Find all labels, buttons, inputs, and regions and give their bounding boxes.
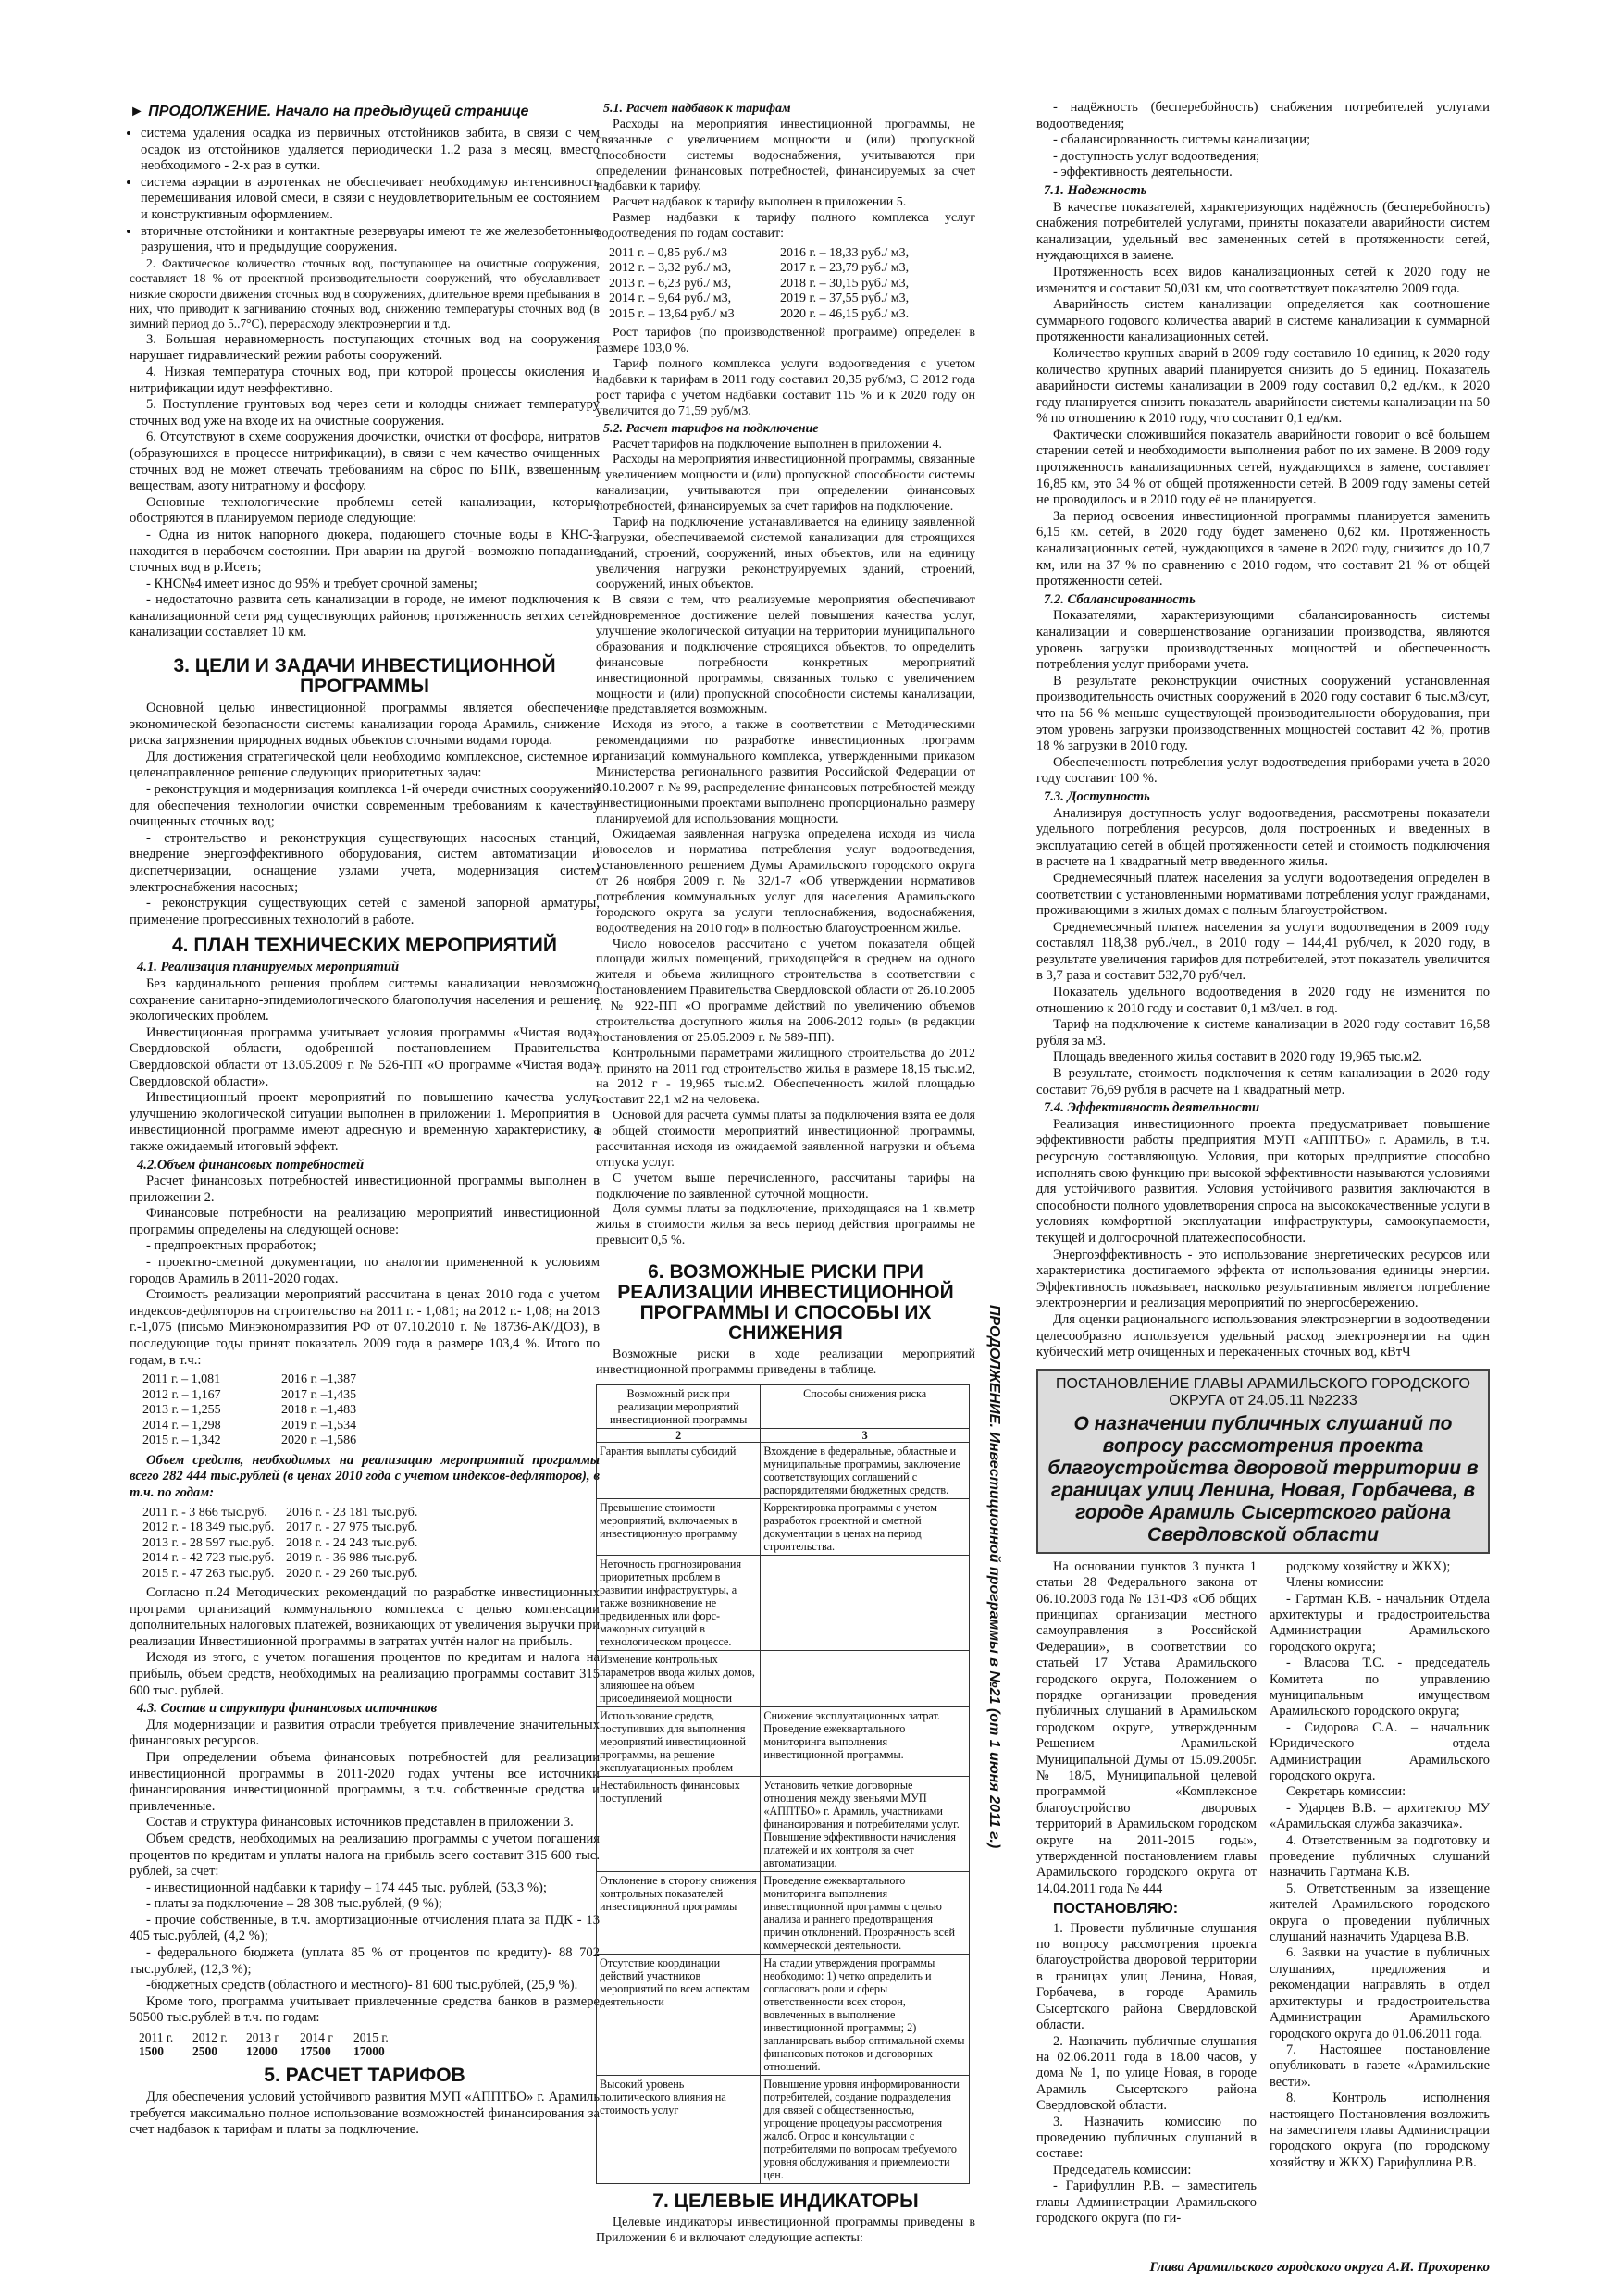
decree-heading: ПОСТАНОВЛЕНИЕ ГЛАВЫ АРАМИЛЬСКОГО ГОРОДСКОГО ОКРУГА от 24.05.11 №2233 <box>1056 1375 1470 1409</box>
table-cell: 2014 г. – 9,64 руб./ м3, <box>609 292 732 306</box>
continuation-header <box>130 104 528 120</box>
paragraph: Для модернизации и развития отрасли требуется привлечение значительных финансовых ресурсов. <box>130 1717 600 1749</box>
paragraph: Расходы на мероприятия инвестиционной программы, связанные с увеличением мощности и (или) пропускной способности системы канализации, учитываются при определении финансовых потребностей, финансируемых за счет тарифов на подключение. <box>596 453 975 514</box>
table-cell: 2014 г. - 42 723 тыс.руб. <box>142 1551 275 1565</box>
bullet-list <box>130 126 600 256</box>
table-cell: Неточность прогнозирования приоритетных проблем в развитии инфраструктуры, а также возникновение не предвиденных или форс-мажорных ситуаций в технологическом процессе. <box>597 1555 761 1650</box>
paragraph: Показатель удельного водоотведения в 2020 году не изменится по отношению к 2010 году и составит 0,1 м3/чел. в год. <box>1036 985 1490 1016</box>
paragraph: 4. Низкая температура сточных вод, при которой процессы окисления и нитрификации идут неэффективно. <box>130 364 600 396</box>
paragraph: Доля суммы платы за подключение, приходящаяся на 1 кв.метр жилья в стоимости жилья за весь период действия программы не превысит 0,5 %. <box>596 1202 975 1248</box>
table-cell: 2016 г. - 23 181 тыс.руб. <box>286 1505 418 1520</box>
paragraph: 7. Настоящее постановление опубликовать в газете «Арамильские вести». <box>1270 2042 1490 2090</box>
paragraph: Для оценки рационального использования электроэнергии в водоотведении целесообразно используется удельный расход электроэнергии на один кубический метр очищенных и перекаченных сточных вод, кВтЧ <box>1036 1311 1490 1360</box>
paragraph: - Гартман К.В. - начальник Отдела архитектуры и градостроительства Администрации Арамильского городского округа; <box>1270 1591 1490 1655</box>
paragraph: 3. Назначить комиссию по проведению публичных слушаний в составе: <box>1036 2114 1257 2162</box>
paragraph: Члены комиссии: <box>1286 1575 1385 1591</box>
paragraph: Рост тарифов (по производственной программе) определен в размере 103,0 %. <box>596 326 975 356</box>
table-row <box>597 1706 970 1776</box>
paragraph: Расходы на мероприятия инвестиционной программы, не связанные с увеличением мощности и (или) пропускной способности системы водоснабжения, учитываются при определении финансовых потребностей, финансируемых за счет надбавки к тарифу. <box>596 117 975 194</box>
paragraph: Тариф на подключение к системе канализации в 2020 году составит 16,58 рубля за м3. <box>1036 1017 1490 1049</box>
table-cell: 2011 г. - 3 866 тыс.руб. <box>142 1505 267 1520</box>
paragraph: Тариф на подключение устанавливается на единицу заявленной нагрузки, обеспечиваемой системой канализации для строящихся зданий, строений, сооружений, иных объектов, или на единицу увеличения нагрузки реконструируемых зданий, строений, сооружений, иных объектов. <box>596 515 975 592</box>
paragraph: - эффективность деятельности. <box>1053 165 1233 180</box>
table-cell: 2013 г. – 1,255 <box>142 1403 221 1418</box>
paragraph: Расчет финансовых потребностей инвестиционной программы выполнен в приложении 2. <box>130 1173 600 1205</box>
subsection-heading: 7.3. Доступность <box>1044 788 1150 804</box>
paragraph: Основой для расчета суммы платы за подключения взята ее доля в общей стоимости мероприятий инвестиционной программы, рассчитанная исходя из ожидаемой заявленной нагрузки и объема отпуска услуг. <box>596 1109 975 1170</box>
paragraph: Председатель комиссии: <box>1053 2162 1192 2178</box>
table-cell: 12000 <box>246 2044 278 2059</box>
section-heading: 6. ВОЗМОЖНЫЕ РИСКИ ПРИ РЕАЛИЗАЦИИ ИНВЕСТИЦИОННОЙ ПРОГРАММЫ И СПОСОБЫ ИХ СНИЖЕНИЯ <box>617 1261 954 1344</box>
table-cell: 17500 <box>300 2044 331 2059</box>
table-cell: 2015 г. - 47 263 тыс.руб. <box>142 1566 275 1581</box>
table-row <box>597 2075 970 2183</box>
paragraph: Исходя из этого, а также в соответствии с Методическими рекомендациями по разработке инвестиционных программ организаций коммунального комплекса, утвержденными приказом Министерства регионального развития Российской Федерации от 10.10.2007 г. № 99, распределение финансовых потребностей между инвестиционными проектами выполнено пропорционально размеру планируемой для использования мощности. <box>596 718 975 826</box>
paragraph: Расчет тарифов на подключение выполнен в приложении 4. <box>613 437 942 452</box>
paragraph: - Сидорова С.А. – начальник Юридического отдела Администрации Арамильского городского округа. <box>1270 1719 1490 1783</box>
decree-signature: Глава Арамильского городского округа А.И. Прохоренко <box>1149 2260 1490 2275</box>
paragraph: - платы за подключение – 28 308 тыс.рублей, (9 %); <box>146 1896 442 1912</box>
table-number-row <box>597 1428 970 1442</box>
paragraph: Объем средств, необходимых на реализацию программы с учетом погашения процентов по кредитам и уплаты налога на прибыль всего составит 315 600 тыс. рублей, за счет: <box>130 1831 600 1880</box>
paragraph: В связи с тем, что реализуемые мероприятия обеспечивают одновременное достижение целей повышения качества услуг, улучшение экологической ситуации на территории муниципального образования и подключение строящихся объектов, то определить финансовые потребности конкретных мероприятий инвестиционной программы, связанных только с увеличением мощности и (или) пропускной способности системы канализации, не представляется возможным. <box>596 593 975 717</box>
paragraph: Тариф полного комплекса услуги водоотведения с учетом надбавки к тарифам в 2011 году составил 20,35 руб/м3, С 2012 года рост тарифа с учетом надбавки составит 115 % и к 2020 году он увеличится до 71,59 руб/м3. <box>596 357 975 418</box>
subsection-heading: 5.2. Расчет тарифов на подключение <box>603 421 819 436</box>
decree-body <box>1036 1559 1490 2228</box>
paragraph: Показателями, характеризующими сбалансированность системы канализации и совершенствование организации производства, являются уровень загрузки производственных мощностей и обеспеченность потребления услуг приборами учета. <box>1036 608 1490 673</box>
list-item: • вторичные отстойники и контактные резервуары имеют те же железобетонные разрушения, что и предыдущие сооружения. <box>141 224 600 256</box>
arrow-right-icon: ► <box>130 104 144 119</box>
paragraph: 5. Ответственным за извещение жителей Арамильского городского округа о проведении публичных слушаний назначить Ударцева В.В. <box>1270 1880 1490 1945</box>
list-item: • система удаления осадка из первичных отстойников забита, в связи с чем осадок из отстойников удаляется периодически 1..2 раза в месяц, вместо необходимого - 2-х раз в сутки. <box>141 126 600 175</box>
paragraph: В результате, стоимость подключения к сетям канализации в 2020 году составит 76,69 рубля в расчете на 1 квадратный метр. <box>1036 1066 1490 1098</box>
table-cell: 2017 г. – 23,79 руб./ м3, <box>780 261 910 276</box>
paragraph: Финансовые потребности на реализацию мероприятий инвестиционной программы определены на следующей основе: <box>130 1206 600 1237</box>
subsection-heading: 4.2.Объем финансовых потребностей <box>137 1157 365 1173</box>
paragraph: 5. Поступление грунтовых вод через сети и колодцы снижает температуру сточных вод уже на входе их на очистные сооружения. <box>130 397 600 428</box>
table-cell: Снижение эксплуатационных затрат. Проведение ежеквартального мониторинга выполнения инвестиционной программы. <box>761 1706 970 1776</box>
paragraph: - прочие собственные, в т.ч. амортизационные отчисления плата за ПДК - 13 405 тыс.рублей, (4,2 %); <box>130 1912 600 1944</box>
column-header: Возможный риск при реализации мероприятий инвестиционной программы <box>597 1384 761 1428</box>
table-cell: Высокий уровень политического влияния на стоимость услуг <box>597 2075 761 2183</box>
paragraph: - надёжность (бесперебойность) снабжения потребителей услугами водоотведения; <box>1036 100 1490 131</box>
table-cell: 2019 г. –1,534 <box>281 1418 357 1433</box>
table-cell: Отклонение в сторону снижения контрольных показателей инвестиционной программы <box>597 1871 761 1954</box>
paragraph: Основной целью инвестиционной программы является обеспечение экономической безопасности системы канализации города Арамиль, снижение риска загрязнения природных водных объектов сточными водами города. <box>130 701 600 749</box>
table-cell: Гарантия выплаты субсидий <box>597 1442 761 1498</box>
index-table <box>142 1372 411 1449</box>
table-cell: 2012 г. – 1,167 <box>142 1387 221 1402</box>
paragraph: Инвестиционный проект мероприятий по повышению качества услуг, улучшению экологической ситуации выполнен в приложении 1. Мероприятия в инвестиционной программе имеют адресную и временную характеристику, а также ожидаемый итоговый эффект. <box>130 1090 600 1154</box>
table-cell: 2015 г. – 1,342 <box>142 1433 221 1448</box>
paragraph: - реконструкция существующих сетей с заменой запорной арматуры, применение прогрессивных технологий в работе. <box>130 896 600 927</box>
table-row <box>597 1442 970 1498</box>
paragraph: Контрольными параметрами жилищного строительства до 2012 г. принято на 2011 год строительство жилья в размере 18,15 тыс.м2, на 2012 г - 19,965 тыс.м2. Обеспеченность жилой площадью составит 22,1 м2 на человека. <box>596 1046 975 1108</box>
paragraph: В качестве показателей, характеризующих надёжность (бесперебойность) снабжения потребителей услугами, приняты показатели аварийности систем канализации, удельный вес замененных сетей в протяженности сетей, нуждающихся в замене. <box>1036 199 1490 264</box>
list-item: • система аэрации в аэротенках не обеспечивает необходимую интенсивность перемешивания иловой смеси, в связи с неудовлетворительным ее состоянием и конструктивным оформлением. <box>141 175 600 224</box>
column-3 <box>1036 100 1490 2227</box>
table-header-row <box>597 1384 970 1428</box>
paragraph: 2. Назначить публичные слушания на 02.06.2011 года в 18.00 часов, у дома № 1, по улице Новая, в городе Арамиль Сысертского района Свердловской области. <box>1036 2033 1257 2114</box>
paragraph: - сбалансированность системы канализации; <box>1053 132 1311 148</box>
paragraph: - Гарифуллин Р.В. – заместитель главы Администрации Арамильского городского округа (по ги- <box>1036 2178 1257 2226</box>
table-cell: Корректировка программы с учетом разработок проектной и сметной документации в ценах на период строительства. <box>761 1498 970 1555</box>
column-2 <box>596 100 975 2247</box>
table-cell: 2019 г. - 36 986 тыс.руб. <box>286 1551 418 1565</box>
paragraph: Целевые индикаторы инвестиционной программы приведены в Приложении 6 и включают следующие аспекты: <box>596 2215 975 2245</box>
paragraph: Протяженность всех видов канализационных сетей к 2020 году не изменится и составит 50,031 км, что соответствует показателю 2009 года. <box>1036 264 1490 296</box>
table-row <box>597 1871 970 1954</box>
table-row <box>597 1954 970 2075</box>
decree-title: О назначении публичных слушаний по вопросу рассмотрения проекта благоустройства дворовой территории в границах улиц Ленина, Новая, Горбачева, в городе Арамиль Сысертского района Свердловской области <box>1047 1412 1479 1545</box>
paragraph: Аварийность систем канализации определяется как соотношение суммарного годового количества аварий в системе канализации к суммарной протяженности канализационных сетей. <box>1036 297 1490 345</box>
table-cell: 2017 г. - 27 975 тыс.руб. <box>286 1520 418 1534</box>
paragraph: Энергоэффективность - это использование энергетических ресурсов или характеристика достигаемого эффекта от использования единицы энергии. Эффективность показывает, насколько результативным является потребление электроэнергии и реализация мероприятий по энергосбережению. <box>1036 1247 1490 1311</box>
table-cell: 2018 г. – 30,15 руб./ м3, <box>780 276 910 291</box>
paragraph: Секретарь комиссии: <box>1286 1784 1406 1800</box>
paragraph: - Ударцев В.В. – архитектор МУ «Арамильская служба заказчика». <box>1270 1800 1490 1832</box>
paragraph: Для обеспечения условий устойчивого развития МУП «АППТБО» г. Арамиль требуется максимально полное использование возможностей финансирования за счет надбавок к тарифам и платы за подключение. <box>130 2090 600 2138</box>
paragraph: - строительство и реконструкция существующих насосных станций, внедрение энергоэффективного оборудования, систем автоматизации и диспетчеризации, оснащение узлами учета, модернизация систем электроснабжения насосных; <box>130 830 600 895</box>
paragraph: Размер надбавки к тарифу полного комплекса услуг водоотведения по годам составит: <box>596 211 975 241</box>
table-cell: 2019 г. – 37,55 руб./ м3, <box>780 292 910 306</box>
table-cell: 2015 г. – 13,64 руб./ м3 <box>609 306 735 321</box>
table-cell: 2020 г. - 29 260 тыс.руб. <box>286 1566 418 1581</box>
table-cell: 2013 г <box>246 2030 279 2045</box>
table-cell: 2017 г. –1,435 <box>281 1387 357 1402</box>
section-heading: 7. ЦЕЛЕВЫЕ ИНДИКАТОРЫ <box>652 2190 919 2212</box>
table-cell: 2018 г. –1,483 <box>281 1403 357 1418</box>
paragraph: Возможные риски в ходе реализации мероприятий инвестиционной программы приведены в таблице. <box>596 1347 975 1377</box>
table-cell: 2013 г. - 28 597 тыс.руб. <box>142 1535 275 1550</box>
subsection-heading: 4.3. Состав и структура финансовых источников <box>137 1701 438 1717</box>
paragraph: Объем средств, необходимых на реализацию мероприятий программы всего 282 444 тыс.рублей (в ценах 2010 года с учетом индексов-дефляторов), в т.ч. по годам: <box>130 1452 600 1500</box>
subsection-heading: 7.2. Сбалансированность <box>1044 591 1196 607</box>
paragraph: Согласно п.24 Методических рекомендаций по разработке инвестиционных программ организаций коммунального комплекса с целью компенсации дополнительных налоговых платежей, возникающих от увеличения выручки при реализации Инвестиционной программы в затратах учтён налог на прибыль. <box>130 1585 600 1649</box>
paragraph: - инвестиционной надбавки к тарифу – 174 445 тыс. рублей, (53,3 %); <box>146 1880 547 1895</box>
table-cell: 2012 г. <box>192 2030 228 2045</box>
table-cell: 2011 г. – 0,85 руб./ м3 <box>609 245 728 260</box>
surcharge-table <box>609 246 942 323</box>
table-cell: Проведение ежеквартального мониторинга выполнения инвестиционной программы с целью анализа и раннего предотвращения причин отклонений. Прозрачность всей коммерческой деятельности. <box>761 1871 970 1954</box>
table-cell: 2014 г. – 1,298 <box>142 1418 221 1433</box>
paragraph: Среднемесячный платеж населения за услуги водоотведения определен в соответствии с установленными нормативами потребления услуг гражданами, проживающими в жилых домах с полным благоустройством. <box>1036 870 1490 919</box>
table-cell: 17000 <box>353 2044 385 2059</box>
paragraph: На основании пунктов 3 пункта 1 статьи 28 Федерального закона от 06.10.2003 года № 131-ФЗ «Об общих принципах организации местного самоуправления в Российской Федерации», в соответствии со статьей 17 Устава Арамильского городского округа, Положением о порядке организации проведения публичных слушаний в Арамильском городском округе, утвержденным Решением Арамильской Муниципальной Думы от 15.09.2005г. № 18/5, Муниципальной целевой программой «Комплексное благоустройство дворовых территорий в Арамильском городском округе на 2011-2015 годы», утвержденной постановлением главы Арамильского городского округа от 14.04.2011 года № 444 <box>1036 1558 1257 1896</box>
paragraph: 8. Контроль исполнения настоящего Постановления возложить на заместителя главы Администрации городского округа (по городскому хозяйству и ЖКХ) Гарифуллина Р.В. <box>1270 2091 1490 2170</box>
paragraph: Площадь введенного жилья составит в 2020 году 19,965 тыс.м2. <box>1053 1049 1423 1065</box>
paragraph: - доступность услуг водоотведения; <box>1053 148 1260 164</box>
paragraph: Ожидаемая заявленная нагрузка определена исходя из числа новоселов и норматива потребления услуг водоотведения, установленного решением Думы Арамильского городского округа от 26 ноября 2009 г. № 32/1-7 «Об утверждении нормативов потребления коммунальных услуг для населения Арамильского городского округа за услуги теплоснабжения, водоснабжения, водоотведения на 2010 год» в полностью благоустроенном жилье. <box>596 827 975 936</box>
table-cell: 2012 г. - 18 349 тыс.руб. <box>142 1520 275 1534</box>
paragraph: Состав и структура финансовых источников представлен в приложении 3. <box>146 1815 574 1831</box>
paragraph: -бюджетных средств (областного и местного)- 81 600 тыс.рублей, (25,9 %). <box>146 1978 578 1993</box>
bank-table <box>139 2030 600 2058</box>
table-cell: 1500 <box>139 2044 164 2059</box>
subsection-heading: 4.1. Реализация планируемых мероприятий <box>137 960 400 975</box>
paragraph: 4. Ответственным за подготовку и проведение публичных слушаний назначить Гартмана К.В. <box>1270 1832 1490 1880</box>
paragraph: Без кардинального решения проблем системы канализации невозможно сохранение санитарно-эпидемиологического благополучия населения и решение экологических проблем. <box>130 975 600 1024</box>
paragraph: 3. Большая неравномерность поступающих сточных вод на сооружения нарушает гидравлический режим работы сооружений. <box>130 331 600 364</box>
paragraph: родскому хозяйству и ЖКХ); <box>1286 1558 1451 1574</box>
table-cell <box>761 1555 970 1650</box>
paragraph: Основные технологические проблемы сетей канализации, которые обостряются в планируемом периоде следующие: <box>130 494 600 527</box>
table-cell: 2013 г. – 6,23 руб./ м3, <box>609 276 732 291</box>
table-cell: Нестабильность финансовых поступлений <box>597 1776 761 1871</box>
paragraph: Количество крупных аварий в 2009 году составило 10 единиц, к 2020 году количество крупных аварий планируется снизить до 5 единиц. Показатель аварийности системы канализации в 2009 году составил 0,2 ед./км., к 2020 году планируется снизить показатель аварийности системы канализации на 50 % по отношению к 2010 году, что составит 0,1 ед/км. <box>1036 345 1490 427</box>
table-cell: 2020 г. – 46,15 руб./ м3. <box>780 306 910 321</box>
paragraph: - КНС№4 имеет износ до 95% и требует срочной замены; <box>146 576 477 591</box>
table-cell <box>761 1650 970 1706</box>
decree-left-column <box>1036 1559 1257 2228</box>
paragraph: Для достижения стратегической цели необходимо комплексное, системное и целенаправленное решение следующих приоритетных задач: <box>130 749 600 781</box>
paragraph: Исходя из этого, с учетом погашения процентов по кредитам и налога на прибыль, объем средств, необходимых на реализацию программы составит 315 600 тыс. рублей. <box>130 1650 600 1698</box>
table-row <box>597 1776 970 1871</box>
money-table <box>142 1506 420 1582</box>
section-heading: 4. ПЛАН ТЕХНИЧЕСКИХ МЕРОПРИЯТИЙ <box>172 935 557 957</box>
section-heading: 5. РАСЧЕТ ТАРИФОВ <box>264 2065 465 2087</box>
table-cell: 2018 г. - 24 243 тыс.руб. <box>286 1535 418 1550</box>
vertical-continuation-note <box>984 1305 1002 2249</box>
paragraph: - проектно-сметной документации, по аналогии примененной к условиям городов Арамиль в 2011-2020 годах. <box>130 1255 600 1286</box>
paragraph: С учетом выше перечисленного, рассчитаны тарифы на подключение по заявленной суточной мощности. <box>596 1171 975 1201</box>
table-cell: 2011 г. – 1,081 <box>142 1372 221 1387</box>
table-row <box>597 1650 970 1706</box>
table-cell: 2011 г. <box>139 2030 174 2045</box>
paragraph: 6. Отсутствуют в схеме сооружения доочистки, очистки от фосфора, нитратов (образующихся в процессе нитрификации), в связи с чем качество очищенных сточных вод не может отвечать требованиям на сброс по БПК, взвешенным веществам, азоту нитратному и фосфору. <box>130 429 600 494</box>
paragraph: Кроме того, программа учитывает привлеченные средства банков в размере 50500 тыс.рублей в т.ч. по годам: <box>130 1993 600 2026</box>
paragraph: 2. Фактическое количество сточных вод, поступающее на очистные сооружения, составляет 18 % от проектной производительности сооружений, что обуславливает низкие скорости движения сточных вод в сооружениях, длительное время пребывания в них, что приводит к загниванию сточных вод, снижению температуры сточных вод (в зимний период до 5..7°С), перерасходу электроэнергии и т.д. <box>130 255 600 331</box>
paragraph: Стоимость реализации мероприятий рассчитана в ценах 2010 года с учетом индексов-дефляторов на строительство на 2011 г. - 1,081; на 2012 г.- 1,08; на 2013 г.-1,075 (письмо Минэкономразвития РФ от 07.10.2010 г. № 18736-АК/ДОЗ), в последующие годы принят показатель 2009 года в размере 103,4 %. Итого по годам, в т.ч.: <box>130 1287 600 1368</box>
paragraph: - Власова Т.С. - председатель Комитета по управлению муниципальным имуществом Арамильского городского округа; <box>1270 1656 1490 1719</box>
paragraph: Среднемесячный платеж населения за услуги водоотведения в 2009 году составлял 118,38 руб./чел., в 2010 году – 144,41 руб/чел, к 2020 году, в результате увеличения тарифов для потребителей, этот показатель увеличится в 3,7 раза и составит 532,70 руб/чел. <box>1036 919 1490 984</box>
table-cell: Установить четкие договорные отношения между звеньями МУП «АППТБО» г. Арамиль, участниками финансирования и потребителями услуг. Повышение эффективности начисления платежей и их контроля за счет автоматизации. <box>761 1776 970 1871</box>
table-row <box>597 1555 970 1650</box>
decree-resolve-heading: ПОСТАНОВЛЯЮ: <box>1053 1901 1179 1917</box>
paragraph: В результате реконструкции очистных сооружений установленная производительность очистных сооружений в 2020 году составит 6 тыс.м3/сут, что на 56 % меньше существующей производительности оборудования, при этом уровень загрузки производственных мощностей составит 42 %, против 18 % загрузки в 2010 году. <box>1036 673 1490 754</box>
table-cell: 2020 г. –1,586 <box>281 1433 357 1448</box>
subsection-heading: 5.1. Расчет надбавок к тарифам <box>603 102 791 116</box>
table-cell: Повышение уровня информированности потребителей, создание подразделения для связей с общественностью, упрощение процедуры рассмотрения жалоб. Опрос и консультации с потребителями по вопросам требуемого уровня обслуживания и приемлемости цен. <box>761 2075 970 2183</box>
table-cell: 3 <box>761 1428 970 1442</box>
paragraph: Расчет надбавок к тарифу выполнен в приложении 5. <box>613 195 907 210</box>
table-row <box>597 1498 970 1555</box>
paragraph: - недостаточно развита сеть канализации в городе, не имеют подключения к канализационной сети ряд существующих районов; протяженность ветхих сетей канализации составляет 10 км. <box>130 592 600 640</box>
subsection-heading: 7.1. Надежность <box>1044 182 1147 198</box>
paragraph: За период освоения инвестиционной программы планируется заменить 6,15 км. сетей, в 2020 году будет заменено 0,62 км. Протяженность канализационных сетей, нуждающихся в замене в 2020 году, снизится до 10,7 км, или на 37 % по сравнению с 2010 годом, что составит 21 % от общей протяженности сетей. <box>1036 508 1490 590</box>
continuation-label: ПРОДОЛЖЕНИЕ. Начало на предыдущей странице <box>148 104 529 119</box>
paragraph: Фактически сложившийся показатель аварийности говорит о всё большем старении сетей и необходимости выполнения работ по их замене. В 2009 году протяженность канализационных сетей, нуждающихся в замене, составляет 16,85 км, это 34 % от общей протяженности сетей. В 2009 году замены сетей не проводилось и в 2010 году её не планируется. <box>1036 427 1490 508</box>
paragraph: - предпроектных проработок; <box>146 1238 316 1254</box>
paragraph: При определении объема финансовых потребностей для реализации инвестиционной программы в 2011-2020 годах учтены все источники финансирования инвестиционной программы, в т.ч. собственные средства и привлеченные. <box>130 1749 600 1814</box>
table-cell: 2012 г. – 3,32 руб./ м3, <box>609 261 732 276</box>
paragraph: Обеспеченность потребления услуг водоотведения приборами учета в 2020 году составит 100 %. <box>1036 754 1490 787</box>
decree-right-column <box>1270 1559 1490 2228</box>
paragraph: 1. Провести публичные слушания по вопросу рассмотрения проекта благоустройства дворовой территории в границах улиц Ленина, Новая, Горбачева, в городе Арамиль Сысертского района Свердловской области. <box>1036 1920 1257 2033</box>
table-cell: 2016 г. –1,387 <box>281 1372 357 1387</box>
paragraph: Анализируя доступность услуг водоотведения, рассмотрены показатели удельного потребления ресурсов, доля построенных и введенных в эксплуатацию сетей в общей протяженности сетей и стоимость подключения в расчете на 1 квадратный метр введенного жилья. <box>1036 805 1490 870</box>
table-cell: Изменение контрольных параметров ввода жилых домов, влияющее на объем присоединяемой мощности <box>597 1650 761 1706</box>
table-cell: Вхождение в федеральные, областные и муниципальные программы, заключение соответствующих соглашений с распорядителями бюджетных средств. <box>761 1442 970 1498</box>
vertical-continuation-label: ПРОДОЛЖЕНИЕ. Инвестиционной программы в №21 (от 1 июня 2011 г.) <box>986 1305 1002 1849</box>
paragraph: - реконструкция и модернизация комплекса 1-й очереди очистных сооружений для обеспечения технологии очистки современным требованиям к качеству очищенных сточных вод; <box>130 782 600 830</box>
table-cell: 2 <box>597 1428 761 1442</box>
table-cell: 2015 г. <box>353 2030 389 2045</box>
paragraph: Число новоселов рассчитано с учетом показателя общей площади жилых помещений, приходящейся в среднем на одного жителя и объема жилищного строительства в соответствии с постановлением Правительства Свердловской области от 26.10.2005 г. № 922-ПП «О программе действий по увеличению объемов строительства доступного жилья на 2006-2012 годы» (в редакции постановления от 25.05.2009 г. № 589-ПП). <box>596 937 975 1045</box>
column-1 <box>130 126 600 2139</box>
table-cell: Отсутствие координации действий участников мероприятий по всем аспектам деятельности <box>597 1954 761 2075</box>
decree-header-box <box>1036 1369 1490 1554</box>
paragraph: Реализация инвестиционного проекта предусматривает повышение эффективности работы предприятия МУП «АППТБО» г. Арамиль, в т.ч. ресурсную составляющую. Условия, при которых предприятие способно исполнять свою функцию при высокой эффективности называются условиями для устойчивого развития. Условия устойчивого развития заключаются в способности полного удовлетворения спроса на высококачественные услуги в условиях комфортной эксплуатации инфраструктуры, самоокупаемости, текущей и долгосрочной платежеспособности. <box>1036 1116 1490 1246</box>
table-cell: Использование средств, поступивших для выполнения мероприятий инвестиционной программы, на решение эксплуатационных проблем <box>597 1706 761 1776</box>
section-heading: 3. ЦЕЛИ И ЗАДАЧИ ИНВЕСТИЦИОННОЙ ПРОГРАММЫ <box>173 655 556 698</box>
paragraph: - Одна из ниток напорного дюкера, подающего сточные воды в КНС-3 находится в нерабочем состоянии. При аварии на другой - возможно попадание сточных вод в р.Исеть; <box>130 527 600 576</box>
paragraph: Инвестиционная программа учитывает условия программы «Чистая вода» Свердловской области, одобренной постановлением Правительства Свердловской области от 13.05.2009 г. № 526-ПП «О программе «Чистая вода» Свердловской области». <box>130 1024 600 1089</box>
table-cell: 2016 г. – 18,33 руб./ м3, <box>780 245 910 260</box>
table-cell: Превышение стоимости мероприятий, включаемых в инвестиционную программу <box>597 1498 761 1555</box>
paragraph: - федерального бюджета (уплата 85 % от процентов по кредиту)- 88 702 тыс.рублей, (12,3 %); <box>130 1945 600 1977</box>
paragraph: 6. Заявки на участие в публичных слушаниях, предложения и рекомендации направлять в отдел архитектуры и градостроительства Администрации Арамильского городского округа до 01.06.2011 года. <box>1270 1945 1490 2042</box>
table-cell: 2014 г <box>300 2030 333 2045</box>
risk-table <box>596 1384 970 2184</box>
column-header: Способы снижения риска <box>761 1384 970 1428</box>
subsection-heading: 7.4. Эффективность деятельности <box>1044 1100 1260 1116</box>
table-cell: На стадии утверждения программы необходимо: 1) четко определить и согласовать роли и сферы ответственности всех сторон, вовлеченных в выполнение инвестиционной программы; 2) запланировать выбор оптимальной схемы финансовых потоков и договорных отношений. <box>761 1954 970 2075</box>
table-cell: 2500 <box>192 2044 217 2059</box>
